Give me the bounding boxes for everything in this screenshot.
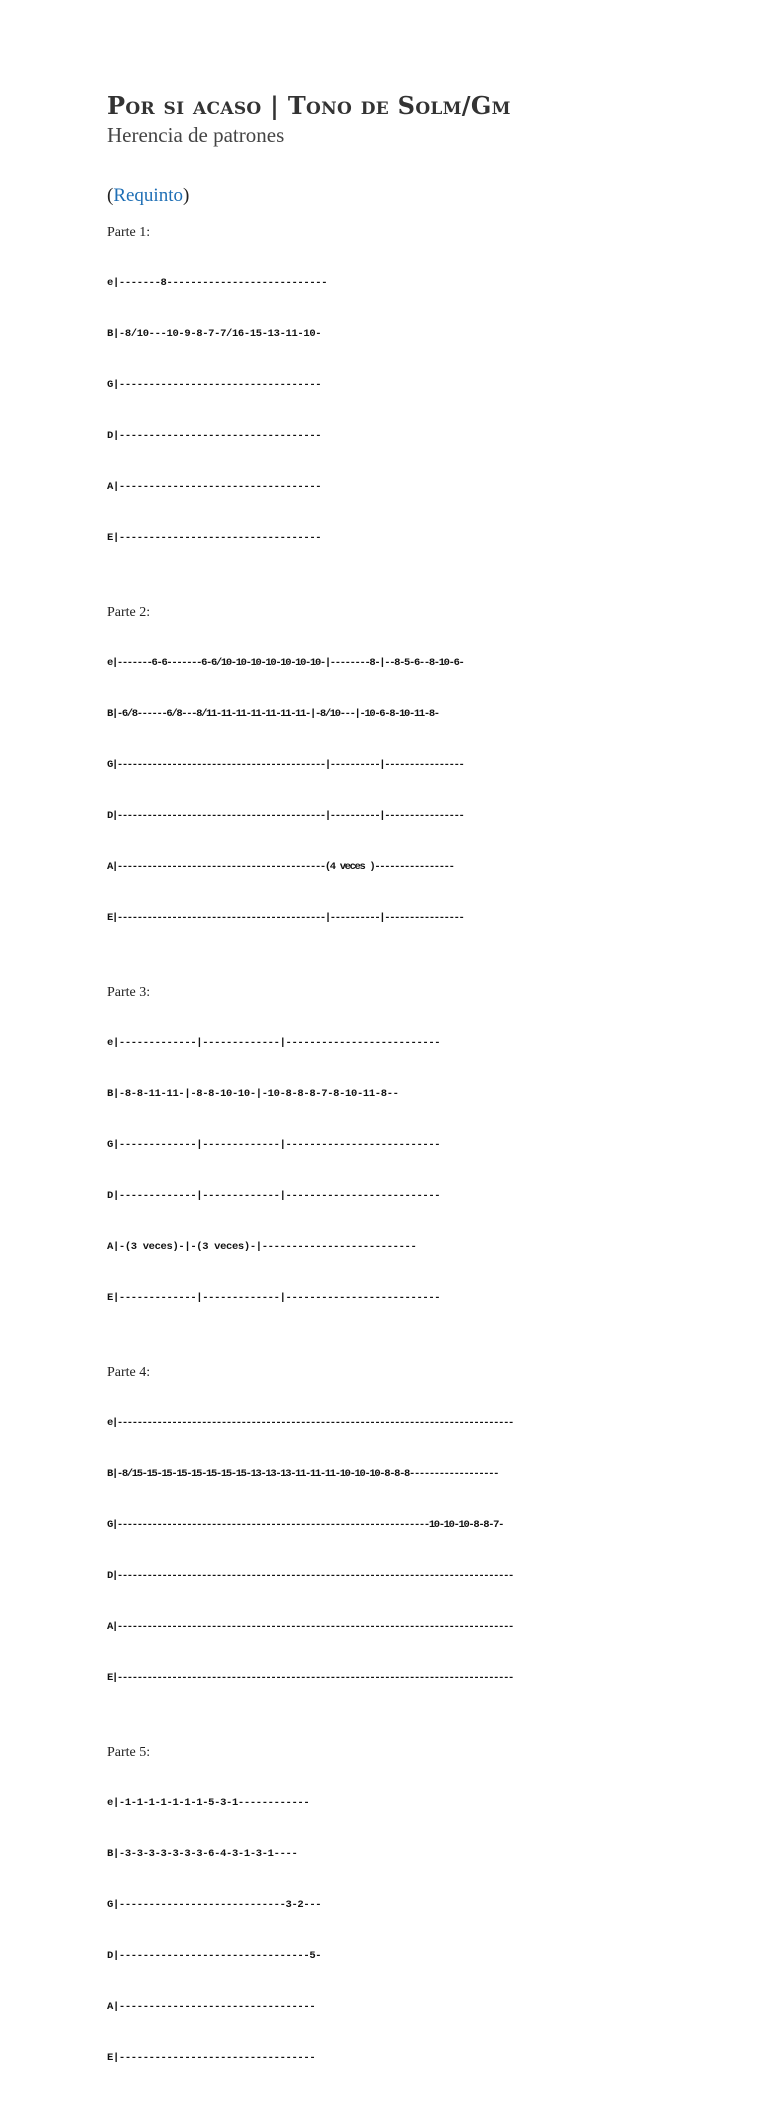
tab-line-A: A|-(3 veces)-|-(3 veces)-|-------------------------- [107, 1241, 417, 1253]
tab-line-e: e|-------------------------------------------------------------------------------- [107, 1417, 513, 1429]
section-heading-requinto [107, 184, 747, 208]
tab-line-D: D|-------------------------------------------------------------------------------- [107, 1570, 513, 1582]
part-1 [107, 224, 747, 581]
tab-line-A: A|---------------------------------- [107, 481, 322, 493]
requinto-link[interactable]: Requinto [113, 185, 183, 206]
part-label: Parte 5: [107, 1745, 151, 1760]
tab-line-D: D|-------------|-------------|-------------------------- [107, 1190, 441, 1202]
tab-line-B: B|-8/15-15-15-15-15-15-15-15-13-13-13-11-11-11-10-10-10-8-8-8------------------ [107, 1468, 499, 1480]
part-label: Parte 4: [107, 1365, 151, 1380]
tab-line-D: D|--------------------------------5- [107, 1950, 322, 1962]
tab-line-A: A|-------------------------------------------------------------------------------- [107, 1621, 513, 1633]
tab-line-G: G|-------------|-------------|-------------------------- [107, 1139, 441, 1151]
tab-line-B: B|-8/10---10-9-8-7-7/16-15-13-11-10- [107, 328, 322, 340]
tab-line-e: e|-------6-6-------6-6/10-10-10-10-10-10-10-|--------8-|--8-5-6--8-10-6- [107, 657, 464, 669]
tab-line-D: D|------------------------------------------|----------|---------------- [107, 810, 464, 822]
tab-line-e: e|-1-1-1-1-1-1-1-5-3-1------------ [107, 1797, 310, 1809]
tab-line-E: E|---------------------------------- [107, 532, 322, 544]
tab-block [107, 1001, 747, 1341]
tab-line-e: e|-------------|-------------|-------------------------- [107, 1037, 441, 1049]
part-5 [107, 1744, 747, 2101]
part-2 [107, 604, 747, 961]
part-label: Parte 2: [107, 605, 151, 620]
open-paren: ( [107, 185, 114, 206]
tab-line-B: B|-3-3-3-3-3-3-3-6-4-3-1-3-1---- [107, 1848, 298, 1860]
part-3 [107, 984, 747, 1341]
tab-line-A: A|--------------------------------- [107, 2001, 316, 2013]
tab-line-D: D|---------------------------------- [107, 430, 322, 442]
song-title: Por si acaso | Tono de Solm/Gm [107, 91, 511, 120]
part-label: Parte 1: [107, 225, 151, 240]
tab-line-E: E|--------------------------------- [107, 2052, 316, 2064]
tab-line-e: e|-------8--------------------------- [107, 277, 328, 289]
tab-line-E: E|------------------------------------------|----------|---------------- [107, 912, 464, 924]
tab-block [107, 241, 747, 581]
close-paren: ) [183, 185, 190, 206]
part-4 [107, 1364, 747, 1721]
tab-line-G: G|---------------------------------------------------------------10-10-10-8-8-7- [107, 1519, 504, 1531]
tab-block [107, 1761, 747, 2101]
tab-line-B: B|-8-8-11-11-|-8-8-10-10-|-10-8-8-8-7-8-10-11-8-- [107, 1088, 399, 1100]
part-label: Parte 3: [107, 985, 151, 1000]
tab-line-E: E|-------------------------------------------------------------------------------- [107, 1672, 513, 1684]
tab-line-G: G|----------------------------3-2--- [107, 1899, 322, 1911]
tab-block [107, 1381, 747, 1721]
song-subtitle: Herencia de patrones [107, 123, 285, 147]
tab-parts [107, 224, 747, 2101]
tab-line-B: B|-6/8------6/8---8/11-11-11-11-11-11-11-|-8/10---|-10-6-8-10-11-8- [107, 708, 439, 720]
tab-line-G: G|---------------------------------- [107, 379, 322, 391]
tab-line-E: E|-------------|-------------|-------------------------- [107, 1292, 441, 1304]
document-page [107, 92, 747, 2101]
tab-line-G: G|------------------------------------------|----------|---------------- [107, 759, 464, 771]
tab-block [107, 621, 747, 961]
tab-line-A: A|------------------------------------------(4 veces )---------------- [107, 861, 454, 873]
